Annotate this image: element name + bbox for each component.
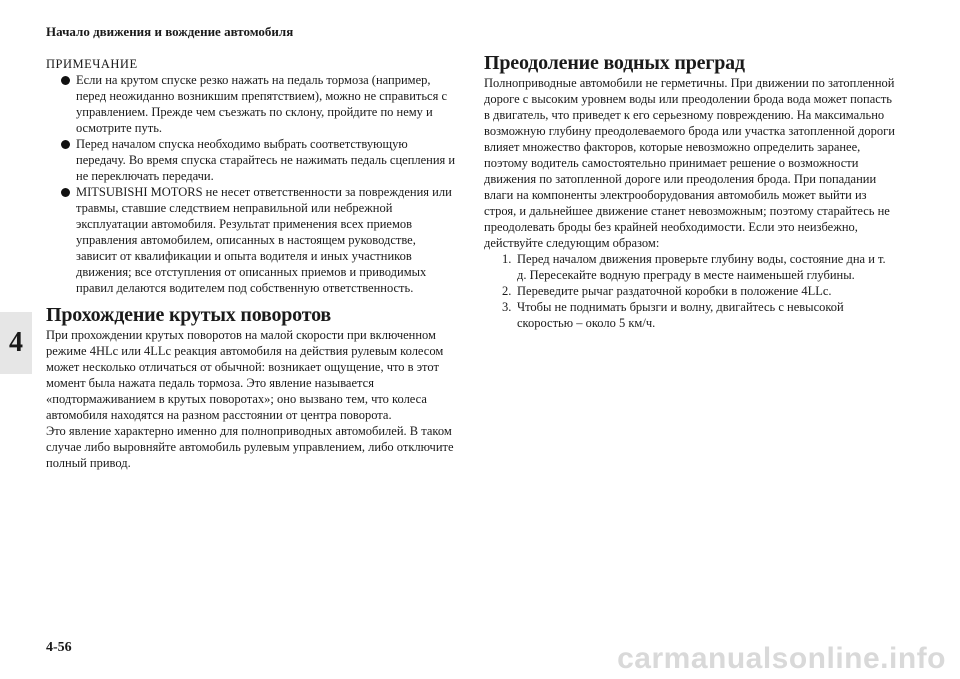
step-number: 1. — [502, 252, 512, 266]
step-text: Переведите рычаг раздаточной коробки в положение 4LLc. — [517, 284, 832, 298]
note-item: Перед началом спуска необходимо выбрать соответствующую передачу. Во время спуска старайтесь не нажимать педаль сцепления и не переключать передачи. — [46, 136, 456, 184]
section-title-turns: Прохождение крутых поворотов — [46, 304, 331, 326]
step-number: 3. — [502, 300, 512, 314]
note-item: MITSUBISHI MOTORS не несет ответственности за повреждения или травмы, ставшие следствием неправильной или небрежной эксплуатации автомобиля. Результат применения всех приемов управления автомобилем, описанных в настоящем руководстве, зависит от квалификации и опыта водителя и иных участников движения; все отступления от описанных приемов и приводимых правил делаются водителем под собственную ответственность. — [46, 184, 456, 296]
left-column — [46, 56, 456, 471]
note-list — [46, 72, 456, 296]
page-number: 4-56 — [46, 640, 72, 655]
section-title-water: Преодоление водных преград — [484, 52, 745, 74]
turns-paragraph: Это явление характерно именно для полноприводных автомобилей. В таком случае либо выровняйте автомобиль рулевым управлением, либо отключите полный привод. — [46, 424, 454, 470]
page-header: Начало движения и вождение автомобиля — [46, 24, 294, 39]
water-steps — [484, 251, 896, 331]
step-text: Чтобы не поднимать брызги и волну, двигайтесь с невысокой скоростью – около 5 км/ч. — [517, 300, 844, 330]
step-number: 2. — [502, 284, 512, 298]
step-item — [484, 299, 896, 331]
watermark: carmanualsonline.info — [617, 642, 946, 675]
water-paragraph: Полноприводные автомобили не герметичны. При движении по затопленной дороге с высоким уровнем воды или преодолении брода вода может попасть в двигатель, что приведет к его серьезному повреждению. На максимально возможную глубину преодолеваемого брода или участка затопленной дороги влияет множество факторов, которые невозможно определить заранее, поэтому водитель самостоятельно принимает решение о возможности движения по затопленной дороге или преодоления брода. При попадании влаги на компоненты электрооборудования автомобиль может выйти из строя, и дальнейшее движение станет невозможным; поэтому старайтесь не преодолевать броды без крайней необходимости. Если это неизбежно, действуйте следующим образом: — [484, 76, 895, 250]
turns-paragraph: При прохождении крутых поворотов на малой скорости при включенном режиме 4HLc или 4LLc реакция автомобиля на действия рулевым колесом может несколько отличаться от обычной: возникает ощущение, что в этот момент была нажата педаль тормоза. Это явление называется «подтормаживанием в крутых поворотах»; оно вызвано тем, что колеса автомобиля находятся на разном расстоянии от центра поворота. — [46, 328, 444, 422]
note-item: Если на крутом спуске резко нажать на педаль тормоза (например, перед неожиданно возникшим препятствием), можно не справиться с управлением. Прежде чем съезжать по склону, пройдите по нему и осмотрите путь. — [46, 72, 456, 136]
step-item — [484, 251, 896, 283]
step-item — [484, 283, 896, 299]
chapter-number: 4 — [9, 327, 23, 358]
right-column — [484, 52, 896, 331]
step-text: Перед началом движения проверьте глубину воды, состояние дна и т. д. Пересекайте водную преграду в месте наименьшей глубины. — [517, 252, 886, 282]
note-title: ПРИМЕЧАНИЕ — [46, 57, 138, 71]
chapter-tab — [0, 312, 32, 374]
